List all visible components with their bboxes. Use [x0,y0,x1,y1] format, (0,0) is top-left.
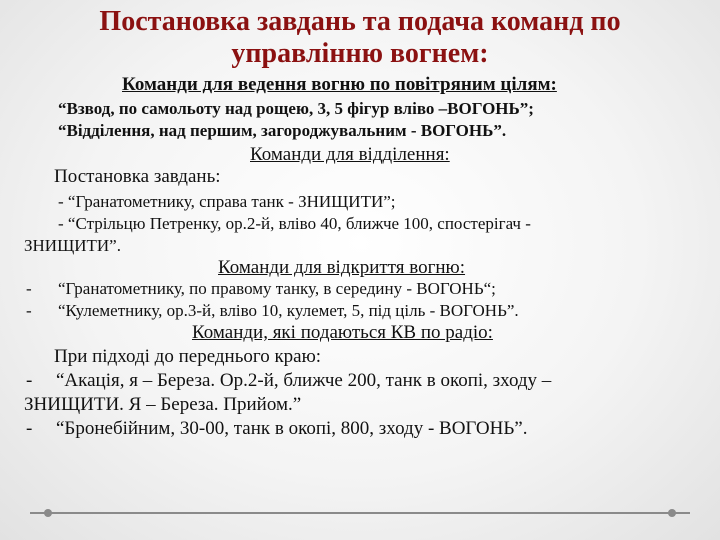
heading-radio: Команди, які подаються КВ по радіо: [192,322,493,343]
open-fire-dash-2: - [26,301,32,320]
footer-dot-left [44,509,52,517]
footer-divider [30,512,690,514]
subheading-approach: При підході до переднього краю: [54,346,322,367]
air-command-2: “Відділення, над першим, загороджувальним - ВОГОНЬ”. [58,121,507,140]
radio-dash-2: - [26,418,33,439]
footer-dot-right [668,509,676,517]
squad-command-2-continued: ЗНИЩИТИ”. [24,236,121,255]
open-fire-dash-1: - [26,279,32,298]
squad-command-2: - “Стрільцю Петренку, ор.2-й, вліво 40, ближче 100, спостерігач - [58,214,531,233]
radio-command-1: “Акація, я – Береза. Ор.2-й, ближче 200, танк в окопі, зходу – [56,370,552,391]
page-title [0,6,720,70]
title-line-1: Постановка завдань та подача команд по [99,6,621,37]
radio-command-1-continued: ЗНИЩИТИ. Я – Береза. Прийом.” [24,394,302,415]
heading-air-targets: Команди для ведення вогню по повітряним цілям: [122,74,557,95]
air-command-1: “Взвод, по самольоту над рощею, 3, 5 фігур вліво –ВОГОНЬ”; [58,99,534,118]
title-line-2: управлінню вогнем: [231,38,489,69]
radio-dash-1: - [26,370,33,391]
heading-squad: Команди для відділення: [250,144,450,165]
open-fire-command-2: “Кулеметнику, ор.3-й, вліво 10, кулемет, 5, під ціль - ВОГОНЬ”. [58,301,519,320]
radio-command-2: “Бронебійним, 30-00, танк в окопі, 800, зходу - ВОГОНЬ”. [56,418,528,439]
open-fire-command-1: “Гранатометнику, по правому танку, в середину - ВОГОНЬ“; [58,279,496,298]
squad-command-1: - “Гранатометнику, справа танк - ЗНИЩИТИ”; [58,192,396,211]
heading-open-fire: Команди для відкриття вогню: [218,257,466,278]
subheading-task-setting: Постановка завдань: [54,166,221,187]
